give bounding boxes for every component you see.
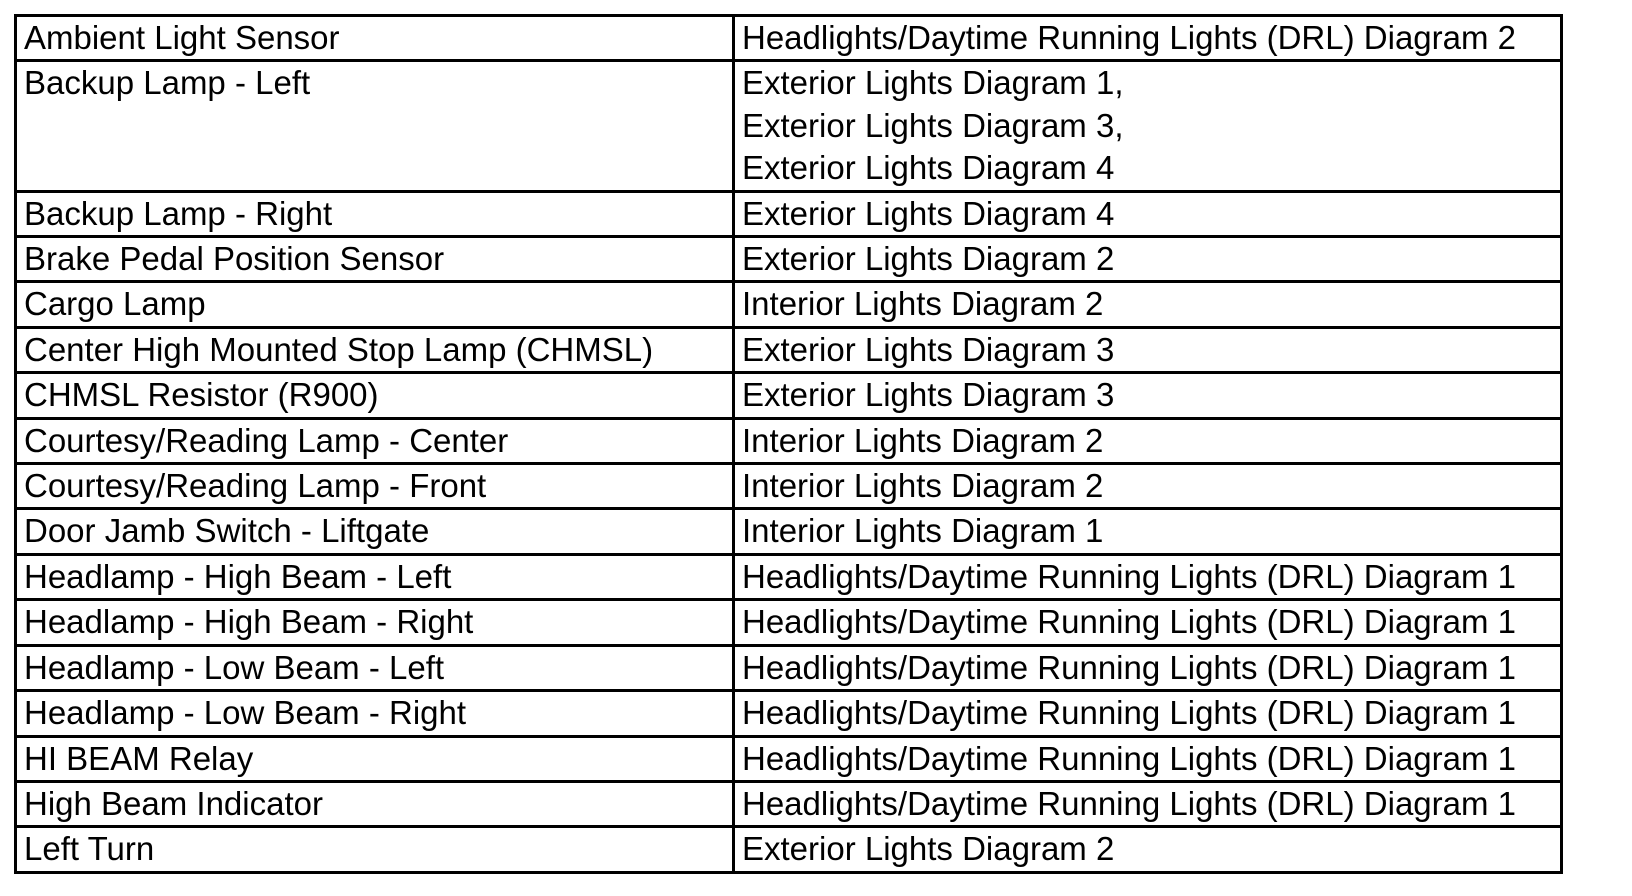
diagram-cell [734, 373, 1562, 418]
component-cell: Headlamp - High Beam - Right [16, 600, 734, 645]
diagram-cell [734, 736, 1562, 781]
table-row [16, 327, 1562, 372]
diagram-reference: Exterior Lights Diagram 4 [742, 194, 1115, 232]
diagram-reference: Headlights/Daytime Running Lights (DRL) Diagram 2 [742, 19, 1517, 56]
diagram-cell [734, 600, 1562, 645]
table-row [16, 736, 1562, 781]
diagram-reference: Exterior Lights Diagram 4 [742, 149, 1115, 187]
table-row [16, 600, 1562, 645]
diagram-cell [734, 645, 1562, 690]
diagram-reference: Exterior Lights Diagram 2 [742, 240, 1115, 278]
table-row [16, 373, 1562, 418]
component-cell: Courtesy/Reading Lamp - Center [16, 418, 734, 463]
diagram-reference: Exterior Lights Diagram 3 [742, 330, 1115, 368]
diagram-reference: Headlights/Daytime Running Lights (DRL) Diagram 1 [742, 739, 1517, 777]
table-row [16, 645, 1562, 690]
diagram-reference: Interior Lights Diagram 2 [742, 467, 1104, 505]
diagram-reference: Interior Lights Diagram 2 [742, 421, 1104, 459]
component-diagram-table [14, 14, 1563, 874]
component-cell: Backup Lamp - Right [16, 191, 734, 236]
table-row [16, 237, 1562, 282]
table-row [16, 418, 1562, 463]
table-row [16, 61, 1562, 191]
diagram-cell [734, 16, 1562, 61]
diagram-reference: Headlights/Daytime Running Lights (DRL) Diagram 1 [742, 648, 1517, 686]
diagram-reference: Interior Lights Diagram 2 [742, 285, 1104, 323]
table-row [16, 827, 1562, 872]
diagram-cell [734, 327, 1562, 372]
table-row [16, 781, 1562, 826]
component-cell: Headlamp - High Beam - Left [16, 554, 734, 599]
component-cell: Backup Lamp - Left [16, 61, 734, 191]
component-cell: Headlamp - Low Beam - Left [16, 645, 734, 690]
table-row [16, 464, 1562, 509]
component-cell: Ambient Light Sensor [16, 16, 734, 61]
table-body [16, 16, 1562, 873]
diagram-cell [734, 191, 1562, 236]
table-row [16, 691, 1562, 736]
diagram-cell [734, 237, 1562, 282]
diagram-cell [734, 827, 1562, 872]
component-cell: Brake Pedal Position Sensor [16, 237, 734, 282]
component-cell: Headlamp - Low Beam - Right [16, 691, 734, 736]
component-cell: High Beam Indicator [16, 781, 734, 826]
table-row [16, 282, 1562, 327]
component-cell: Courtesy/Reading Lamp - Front [16, 464, 734, 509]
diagram-cell [734, 554, 1562, 599]
component-cell: Center High Mounted Stop Lamp (CHMSL) [16, 327, 734, 372]
component-cell: Left Turn [16, 827, 734, 872]
index-page [14, 14, 1563, 874]
component-cell: Door Jamb Switch - Liftgate [16, 509, 734, 554]
diagram-reference: Headlights/Daytime Running Lights (DRL) Diagram 1 [742, 694, 1517, 732]
diagram-cell [734, 509, 1562, 554]
diagram-reference: Exterior Lights Diagram 3, [742, 106, 1124, 144]
diagram-reference: Exterior Lights Diagram 1, [742, 64, 1124, 102]
diagram-cell [734, 418, 1562, 463]
table-row [16, 191, 1562, 236]
table-row [16, 509, 1562, 554]
diagram-cell [734, 282, 1562, 327]
component-cell: HI BEAM Relay [16, 736, 734, 781]
diagram-reference: Headlights/Daytime Running Lights (DRL) Diagram 1 [742, 603, 1517, 641]
diagram-cell [734, 61, 1562, 191]
diagram-reference: Headlights/Daytime Running Lights (DRL) Diagram 1 [742, 557, 1517, 595]
diagram-cell [734, 691, 1562, 736]
component-cell: CHMSL Resistor (R900) [16, 373, 734, 418]
table-row [16, 16, 1562, 61]
diagram-reference: Interior Lights Diagram 1 [742, 512, 1104, 550]
diagram-reference: Exterior Lights Diagram 2 [742, 830, 1115, 868]
table-row [16, 554, 1562, 599]
diagram-cell [734, 781, 1562, 826]
diagram-cell [734, 464, 1562, 509]
diagram-reference: Exterior Lights Diagram 3 [742, 376, 1115, 414]
diagram-reference: Headlights/Daytime Running Lights (DRL) Diagram 1 [742, 784, 1517, 822]
component-cell: Cargo Lamp [16, 282, 734, 327]
